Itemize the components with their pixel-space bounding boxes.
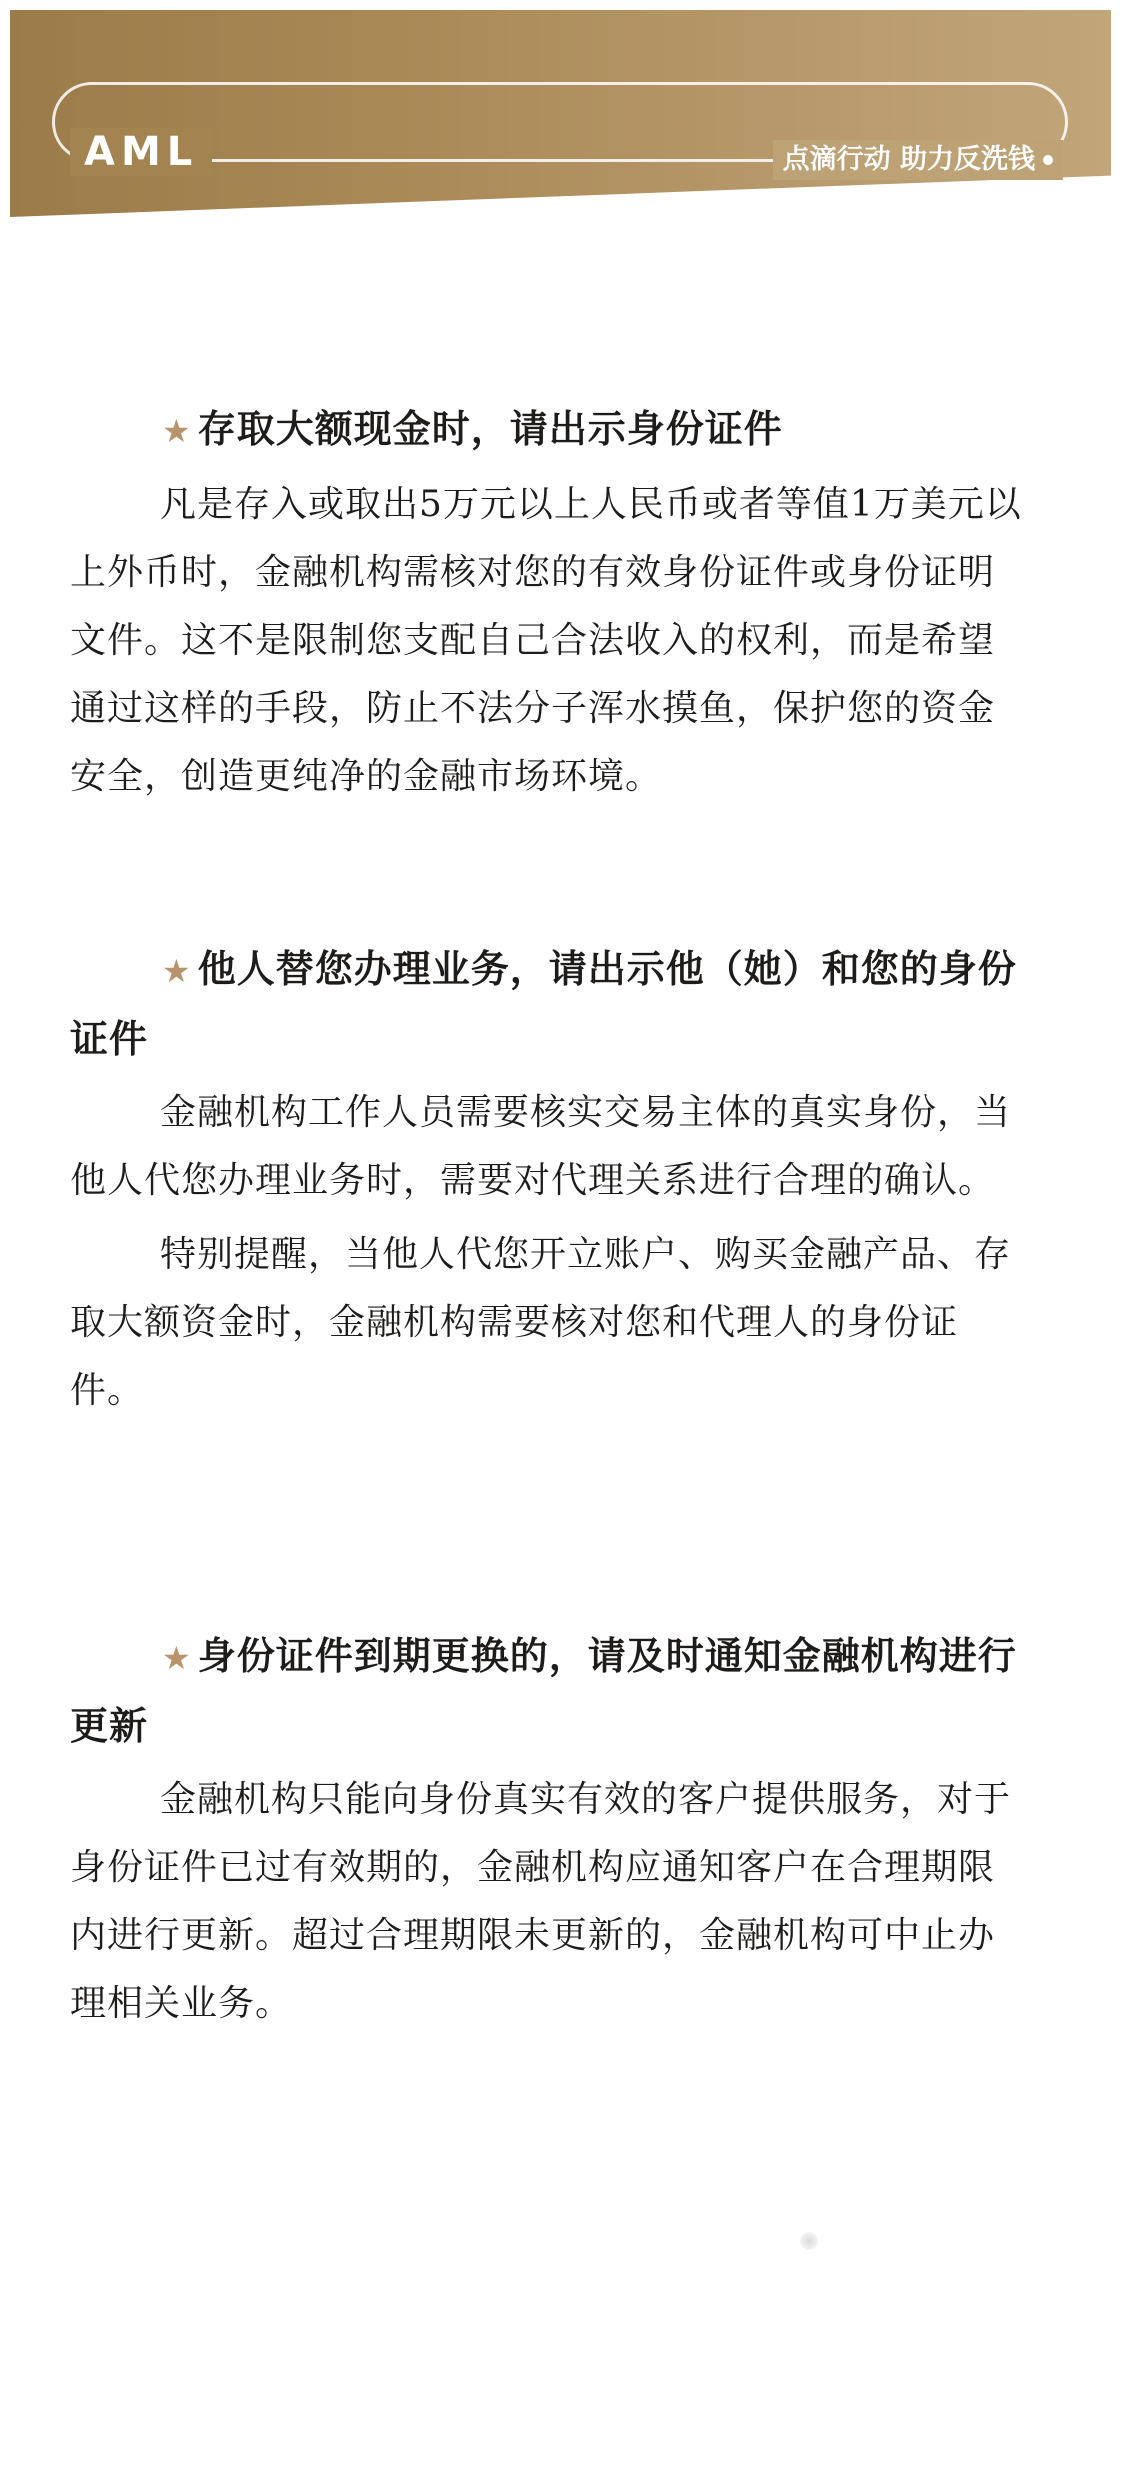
section-heading-text: 存取大额现金时，请出示身份证件 <box>197 407 783 451</box>
section-heading-text: 身份证件到期更换的，请及时通知金融机构进行更新 <box>70 1634 1017 1748</box>
scan-smudge <box>800 2232 818 2250</box>
aml-label: AML <box>70 128 212 176</box>
section-paragraph: 金融机构只能向身份真实有效的客户提供服务，对于身份证件已过有效期的，金融机构应通知客户在合理期限内进行更新。超过合理期限未更新的，金融机构可中止办理相关业务。 <box>70 1779 1012 2024</box>
section-id-renewal <box>70 1622 1030 2038</box>
section-cash <box>70 395 1030 811</box>
section-heading <box>70 1622 1030 1760</box>
section-heading-text: 他人替您办理业务，请出示他（她）和您的身份证件 <box>70 947 1017 1061</box>
section-heading <box>70 935 1030 1073</box>
section-paragraph: 金融机构工作人员需要核实交易主体的真实身份，当他人代您办理业务时，需要对代理关系进行合理的确认。 <box>70 1092 1012 1201</box>
section-heading <box>70 395 1030 465</box>
section-agent <box>70 935 1030 1425</box>
star-icon: ★ <box>162 952 192 990</box>
dot-icon <box>1043 155 1053 165</box>
star-icon: ★ <box>162 412 192 450</box>
slogan <box>773 140 1063 180</box>
slogan-text: 点滴行动 助力反洗钱 <box>782 144 1035 175</box>
star-icon: ★ <box>162 1639 192 1677</box>
section-paragraph: 特别提醒，当他人代您开立账户、购买金融产品、存取大额资金时，金融机构需要核对您和代理人的身份证件。 <box>70 1234 1012 1411</box>
section-paragraph: 凡是存入或取出5万元以上人民币或者等值1万美元以上外币时，金融机构需核对您的有效身份证件或身份证明文件。这不是限制您支配自己合法收入的权利，而是希望通过这样的手段，防止不法分子浑水摸鱼，保护您的资金安全，创造更纯净的金融市场环境。 <box>70 484 1022 797</box>
